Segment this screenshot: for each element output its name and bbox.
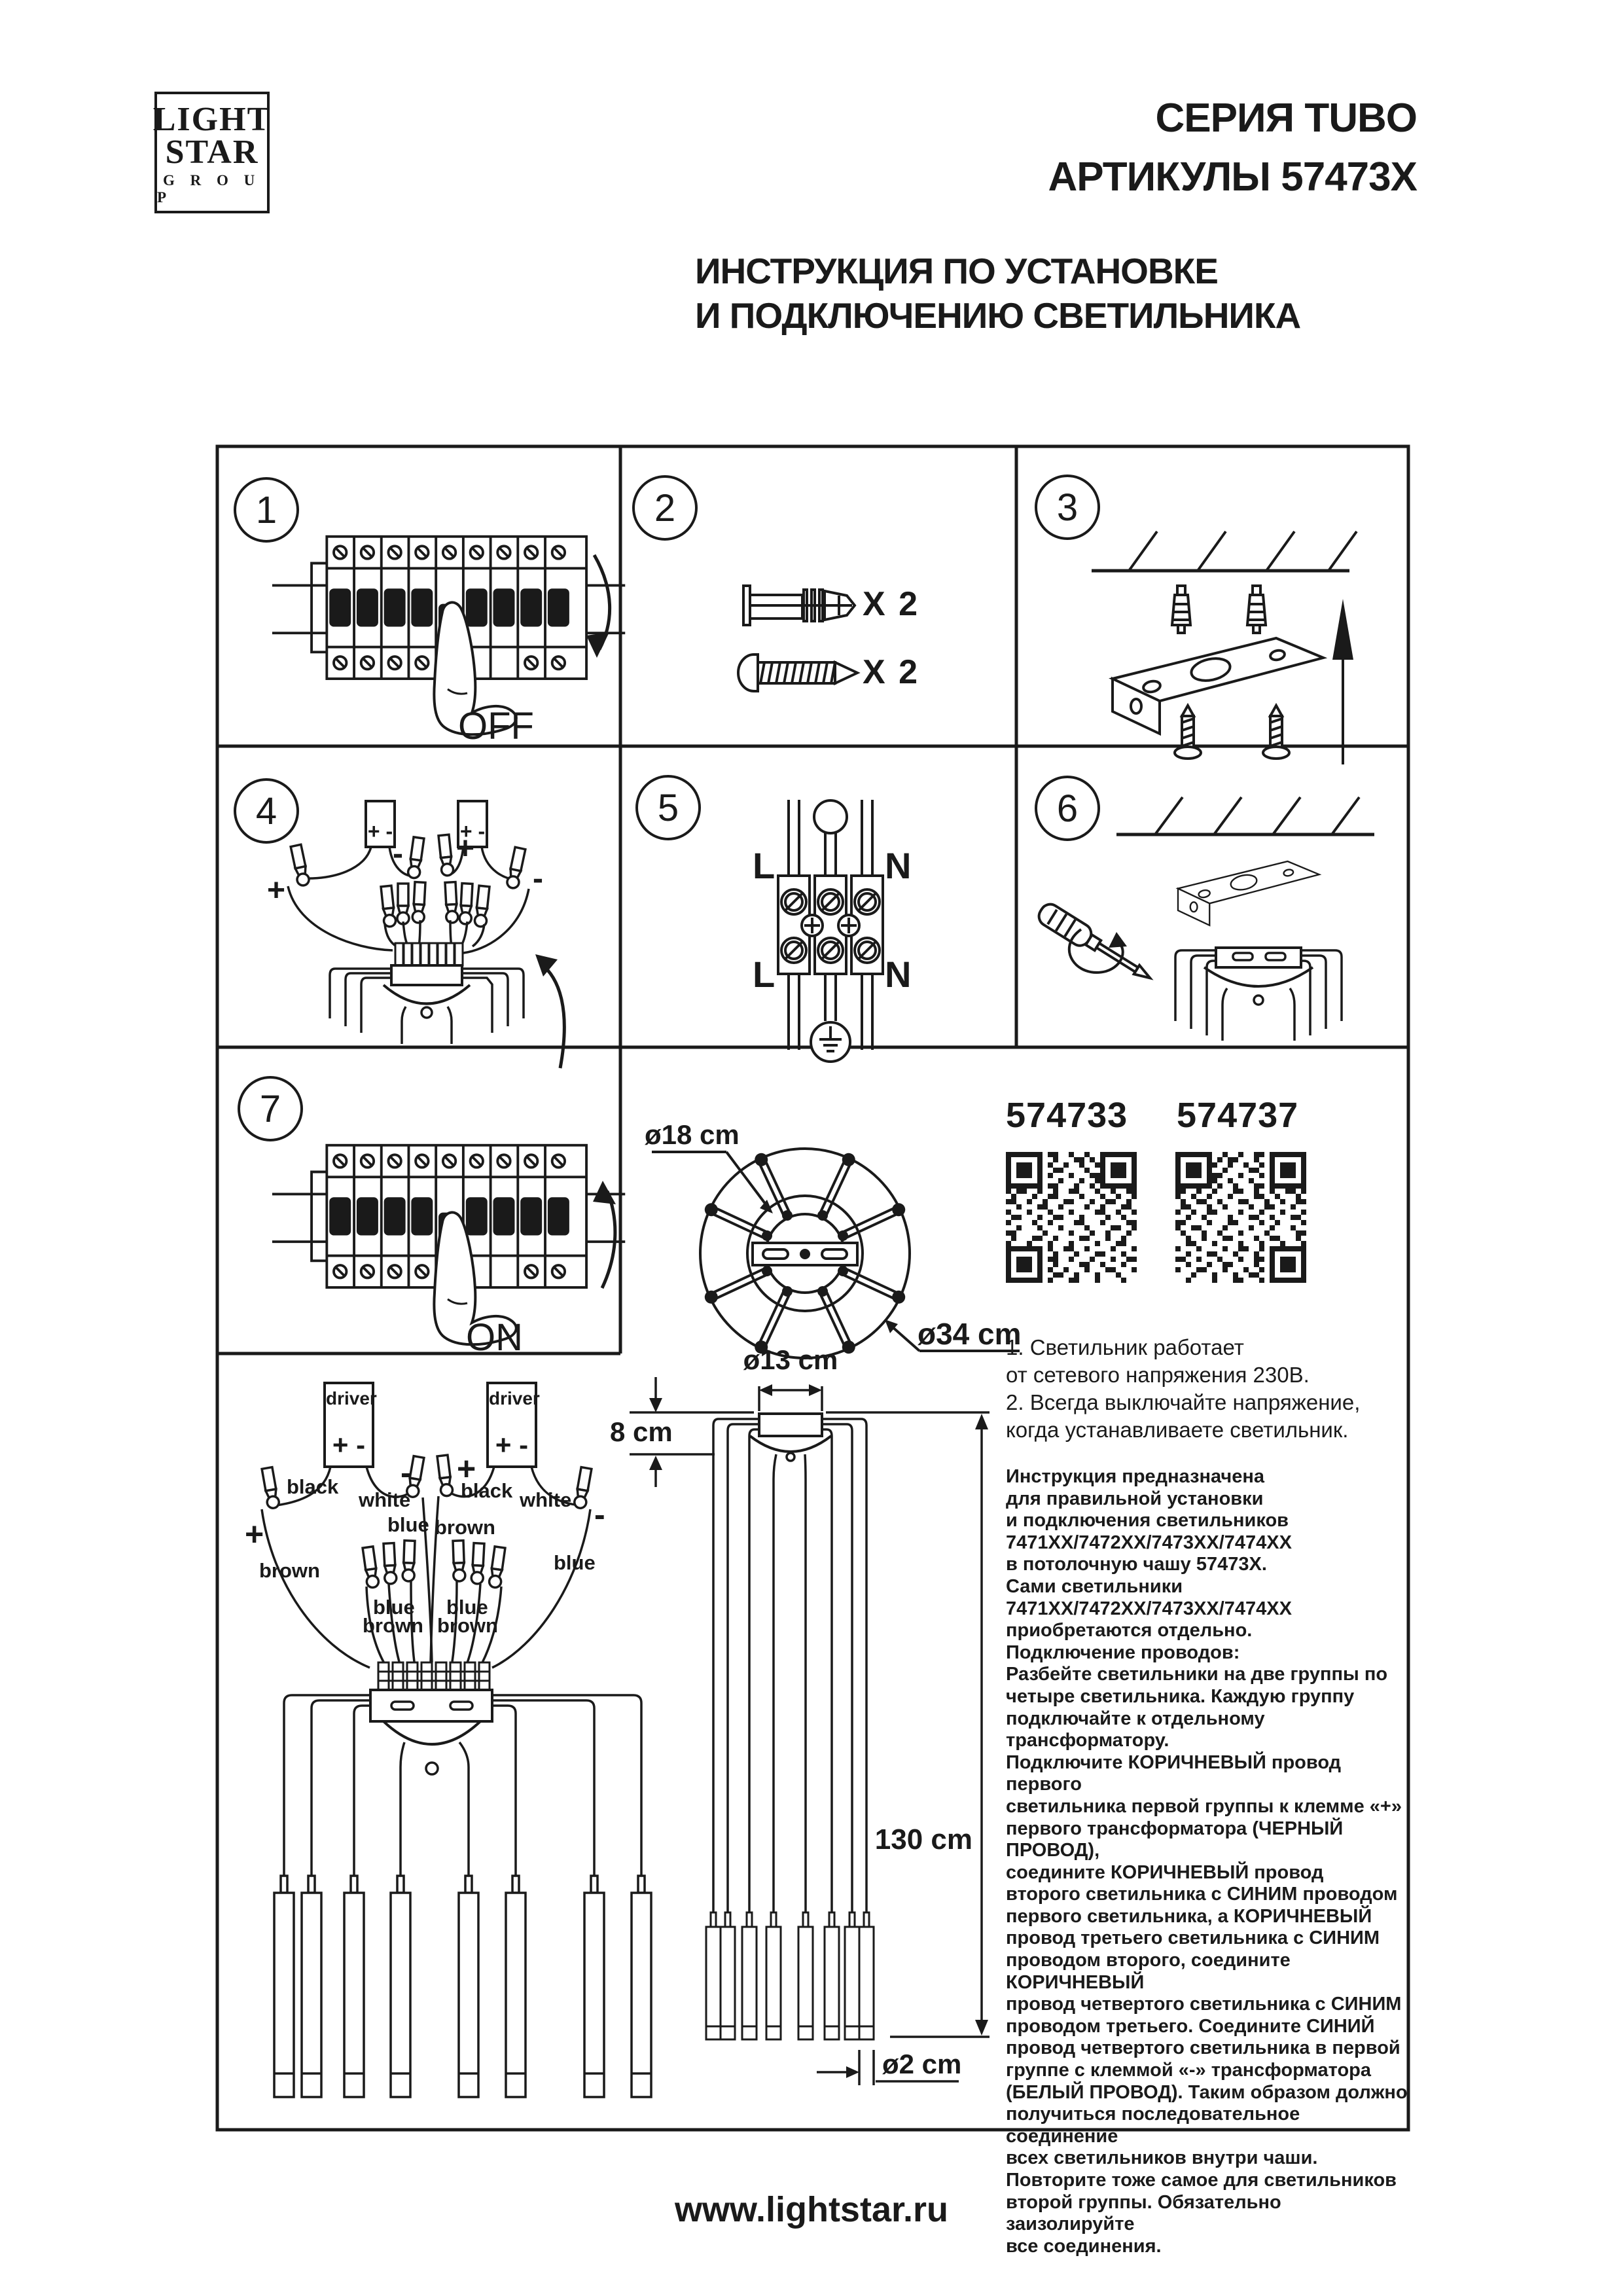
note-line: 2. Всегда выключайте напряжение, (1006, 1390, 1361, 1414)
step4-driver2-polarity: + - (459, 819, 486, 843)
instructions-block (1006, 1466, 1415, 2257)
note-line: от сетевого напряжения 230В. (1006, 1363, 1310, 1387)
instr-line: Подключите КОРИЧНЕВЫЙ провод первого (1006, 1751, 1342, 1795)
step5-N-bottom: N (885, 954, 912, 995)
instr-line: Сами светильники (1006, 1575, 1183, 1597)
step3-mounting-drawing (1092, 531, 1357, 764)
wire-minus-outer: - (594, 1496, 605, 1533)
step4-plus-left: + (267, 873, 286, 908)
instr-line: светильника первой группы к клемме «+» (1006, 1795, 1402, 1817)
instr-line: 7471XX/7472XX/7473XX/7474XX (1006, 1598, 1292, 1619)
wire-blue-mid: blue (387, 1513, 429, 1536)
wire-brown-outer: brown (259, 1559, 320, 1582)
step5-L-top: L (753, 845, 776, 886)
driver2-label: driver (489, 1388, 540, 1408)
instr-line: 7471XX/7472XX/7473XX/7474XX (1006, 1532, 1292, 1553)
wire-black-1: black (287, 1475, 339, 1498)
logo-word-star: STAR (165, 134, 259, 171)
instr-line: приобретаются отдельно. (1006, 1620, 1253, 1641)
wire-brown-g2: brown (437, 1614, 498, 1637)
instr-line: Повторите тоже самое для светильников (1006, 2170, 1397, 2191)
wire-plus-outer: + (245, 1516, 264, 1552)
series-title: СЕРИЯ TUBO (1155, 96, 1417, 141)
wire-plus-mid: + (457, 1450, 476, 1487)
notes-block (1006, 1334, 1412, 1444)
dim-8cm-label: 8 cm (610, 1416, 673, 1447)
instr-line: второго светильника с СИНИМ проводом (1006, 1884, 1398, 1905)
instr-line: Разбейте светильники на две группы по (1006, 1664, 1388, 1685)
instr-line: подключайте к отдельному трансформатору. (1006, 1708, 1265, 1751)
driver2-polarity: + - (495, 1429, 529, 1460)
instr-line: для правильной установки (1006, 1488, 1264, 1509)
step4-minus-right: - (533, 861, 543, 896)
step2-hardware-drawing (738, 586, 857, 691)
instr-line: (БЕЛЫЙ ПРОВОД). Таким образом должно (1006, 2081, 1408, 2103)
step4-wiring-drawing (288, 801, 564, 1068)
wire-white-1: white (359, 1488, 411, 1511)
instr-line: четыре светильника. Каждую группу (1006, 1685, 1355, 1707)
topview-outer-dia-label: ø34 cm (918, 1317, 1022, 1351)
dim-dia13-label: ø13 cm (743, 1344, 838, 1375)
driver1-polarity: + - (332, 1429, 366, 1460)
instr-line: Подключение проводов: (1006, 1641, 1240, 1663)
instr-line: проводом третьего. Соедините СИНИЙ (1006, 2015, 1375, 2037)
qr-code-574733 (1006, 1152, 1137, 1283)
step6-badge: 6 (1035, 776, 1100, 841)
instr-line: и подключения светильников (1006, 1510, 1289, 1532)
note-line: когда устанавливаете светильник. (1006, 1418, 1349, 1442)
wire-white-2: white (520, 1488, 572, 1511)
instr-line: Инструкция предназначена (1006, 1466, 1265, 1487)
step4-minus-mid: - (393, 836, 403, 871)
step4-plus-mid: + (456, 831, 475, 866)
note-line: 1. Светильник работает (1006, 1335, 1244, 1359)
qr-code-574737 (1175, 1152, 1306, 1283)
step7-breaker-on-drawing (272, 1145, 625, 1345)
wire-blue-g2: blue (446, 1596, 488, 1619)
step4-badge: 4 (234, 778, 299, 844)
logo-word-light: LIGHT (152, 101, 272, 138)
step5-L-bottom: L (753, 954, 776, 995)
step7-badge: 7 (238, 1076, 303, 1141)
step1-badge: 1 (234, 477, 299, 543)
article-code-1: 574733 (1006, 1096, 1128, 1135)
step5-N-top: N (885, 845, 912, 886)
anchor-qty-label: X 2 (863, 585, 920, 623)
step5-badge: 5 (635, 775, 701, 840)
instr-line: проводом второго, соедините КОРИЧНЕВЫЙ (1006, 1950, 1291, 1993)
off-label: OFF (458, 705, 534, 747)
step2-badge: 2 (632, 475, 698, 541)
instr-line: в потолочную чашу 57473X. (1006, 1554, 1267, 1575)
instr-line: получиться последовательное соединение (1006, 2104, 1300, 2147)
wire-black-2: black (461, 1479, 513, 1502)
pendant-diagram-drawing (630, 1377, 990, 2085)
instr-line: провод третьего светильника с СИНИМ (1006, 1928, 1380, 1949)
instr-line: первого трансформатора (ЧЕРНЫЙ ПРОВОД), (1006, 1818, 1344, 1861)
instr-line: второй группы. Обязательно заизолируйте (1006, 2191, 1281, 2235)
article-title: АРТИКУЛЫ 57473X (1048, 154, 1417, 200)
instr-line: группе с клеммой «-» трансформатора (1006, 2060, 1371, 2081)
wire-brown-mid: brown (435, 1516, 495, 1539)
step4-driver1-polarity: + - (367, 819, 393, 843)
instr-line: первого светильника, а КОРИЧНЕВЫЙ (1006, 1905, 1372, 1927)
logo-word-group: G R O U P (157, 172, 261, 206)
step1-breaker-off-drawing (272, 537, 625, 735)
step5-terminal-drawing (778, 800, 883, 1062)
topview-inner-dia-label: ø18 cm (645, 1119, 740, 1150)
footer-url: www.lightstar.ru (674, 2190, 949, 2229)
wire-brown-g1: brown (363, 1614, 423, 1637)
screw-qty-label: X 2 (863, 653, 920, 691)
doc-title-line2: И ПОДКЛЮЧЕНИЮ СВЕТИЛЬНИКА (695, 295, 1301, 336)
instr-line: провод четвертого светильника в первой (1006, 2037, 1400, 2059)
step3-badge: 3 (1035, 475, 1100, 540)
article-code-2: 574737 (1177, 1096, 1299, 1135)
wire-minus-mid: - (401, 1454, 412, 1491)
wire-blue-g1: blue (373, 1596, 415, 1619)
wire-blue-outer: blue (554, 1551, 596, 1574)
dim-130cm-label: 130 cm (874, 1823, 972, 1856)
doc-title-line1: ИНСТРУКЦИЯ ПО УСТАНОВКЕ (695, 251, 1218, 291)
instr-line: всех светильников внутри чаши. (1006, 2147, 1318, 2169)
lightstar-logo (154, 92, 270, 213)
instr-line: соедините КОРИЧНЕВЫЙ провод (1006, 1861, 1324, 1883)
instr-line: все соединения. (1006, 2235, 1162, 2257)
instr-line: провод четвертого светильника с СИНИМ (1006, 1994, 1402, 2015)
on-label: ON (466, 1316, 523, 1359)
driver1-label: driver (326, 1388, 377, 1408)
dim-dia2-label: ø2 cm (882, 2049, 962, 2079)
